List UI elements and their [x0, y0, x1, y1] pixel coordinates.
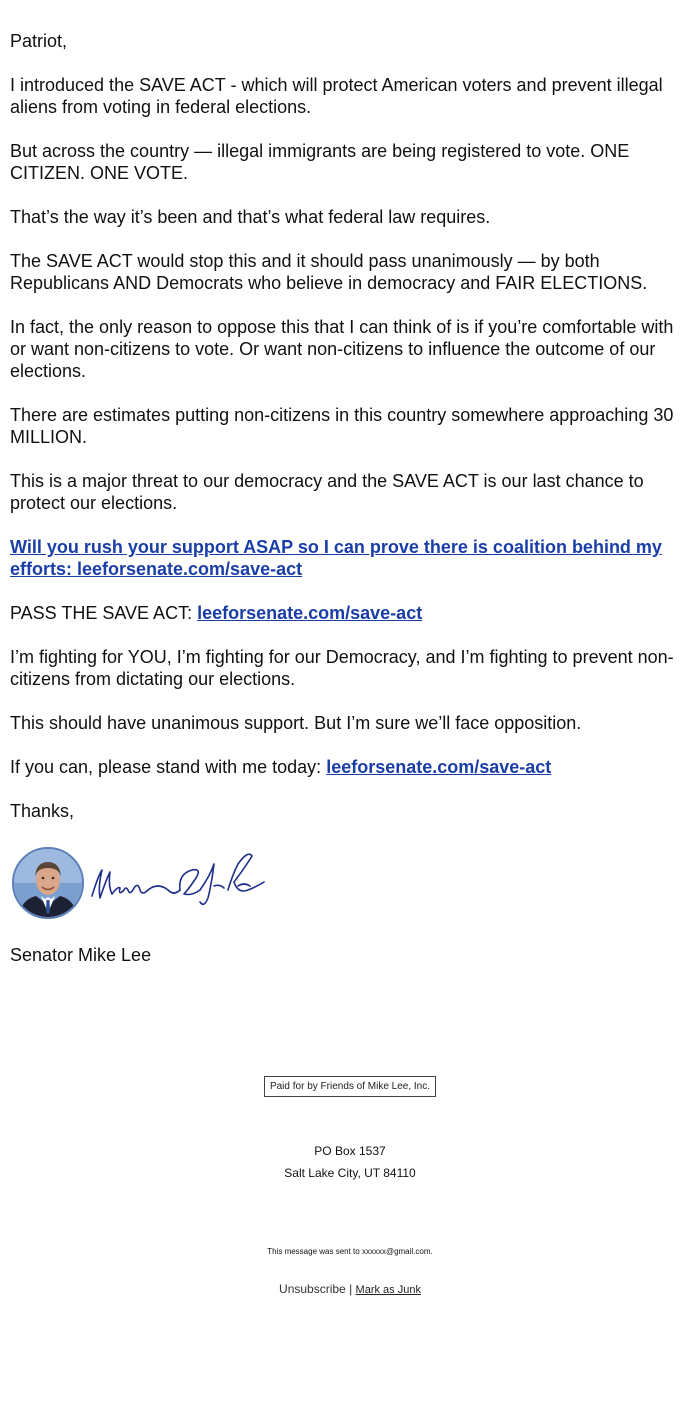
cta-link[interactable]: Will you rush your support ASAP so I can prove there is coalition behind my efforts: leeforsenate.com/save-act	[10, 537, 662, 579]
stand-label: If you can, please stand with me today:	[10, 757, 327, 777]
greeting: Patriot,	[10, 31, 68, 51]
pass-link[interactable]: leeforsenate.com/save-act	[197, 603, 423, 623]
stand-paragraph	[10, 756, 685, 778]
paragraph-pass-unanimously: The SAVE ACT would stop this and it should pass unanimously — by both Republicans AND Democrats who believe in democracy and FAIR ELECTIONS.	[10, 251, 648, 293]
sent-to-notice: This message was sent to xxxxxx@gmail.com.	[267, 1247, 433, 1256]
address-line-1: PO Box 1537	[314, 1144, 386, 1158]
paragraph-estimates: There are estimates putting non-citizens in this country somewhere approaching 30 MILLION.	[10, 405, 674, 447]
signer-name: Senator Mike Lee	[10, 945, 152, 965]
email-body	[10, 30, 685, 988]
pass-paragraph	[10, 602, 685, 624]
paragraph-registration: But across the country — illegal immigrants are being registered to vote. ONE CITIZEN. ONE VOTE.	[10, 141, 630, 183]
separator: |	[349, 1282, 353, 1296]
mark-as-junk-link[interactable]: Mark as Junk	[355, 1284, 421, 1296]
paid-for-disclaimer: Paid for by Friends of Mike Lee, Inc.	[264, 1076, 436, 1097]
unsubscribe-link[interactable]: Unsubscribe	[279, 1282, 346, 1296]
signature-image	[88, 846, 268, 921]
paragraph-threat: This is a major threat to our democracy and the SAVE ACT is our last chance to protect our elections.	[10, 471, 644, 513]
address-line-2: Salt Lake City, UT 84110	[284, 1166, 416, 1180]
pass-label: PASS THE SAVE ACT:	[10, 603, 198, 623]
paragraph-fighting: I’m fighting for YOU, I’m fighting for our Democracy, and I’m fighting to prevent non-citizens from dictating our elections.	[10, 647, 674, 689]
paragraph-oppose: In fact, the only reason to oppose this that I can think of is if you’re comfortable with or want non-citizens to vote. Or want non-citizens to influence the outcome of our elections.	[10, 317, 674, 381]
paragraph-federal-law: That’s the way it’s been and that’s what federal law requires.	[10, 207, 491, 227]
avatar	[12, 847, 84, 919]
paragraph-intro: I introduced the SAVE ACT - which will protect American voters and prevent illegal aliens from voting in federal elections.	[10, 75, 663, 117]
unsubscribe-row	[0, 1281, 700, 1298]
signature-block	[10, 844, 685, 922]
stand-link[interactable]: leeforsenate.com/save-act	[326, 757, 552, 777]
paragraph-support: This should have unanimous support. But I’m sure we’ll face opposition.	[10, 713, 582, 733]
cta-paragraph	[10, 536, 685, 580]
thanks: Thanks,	[10, 801, 75, 821]
